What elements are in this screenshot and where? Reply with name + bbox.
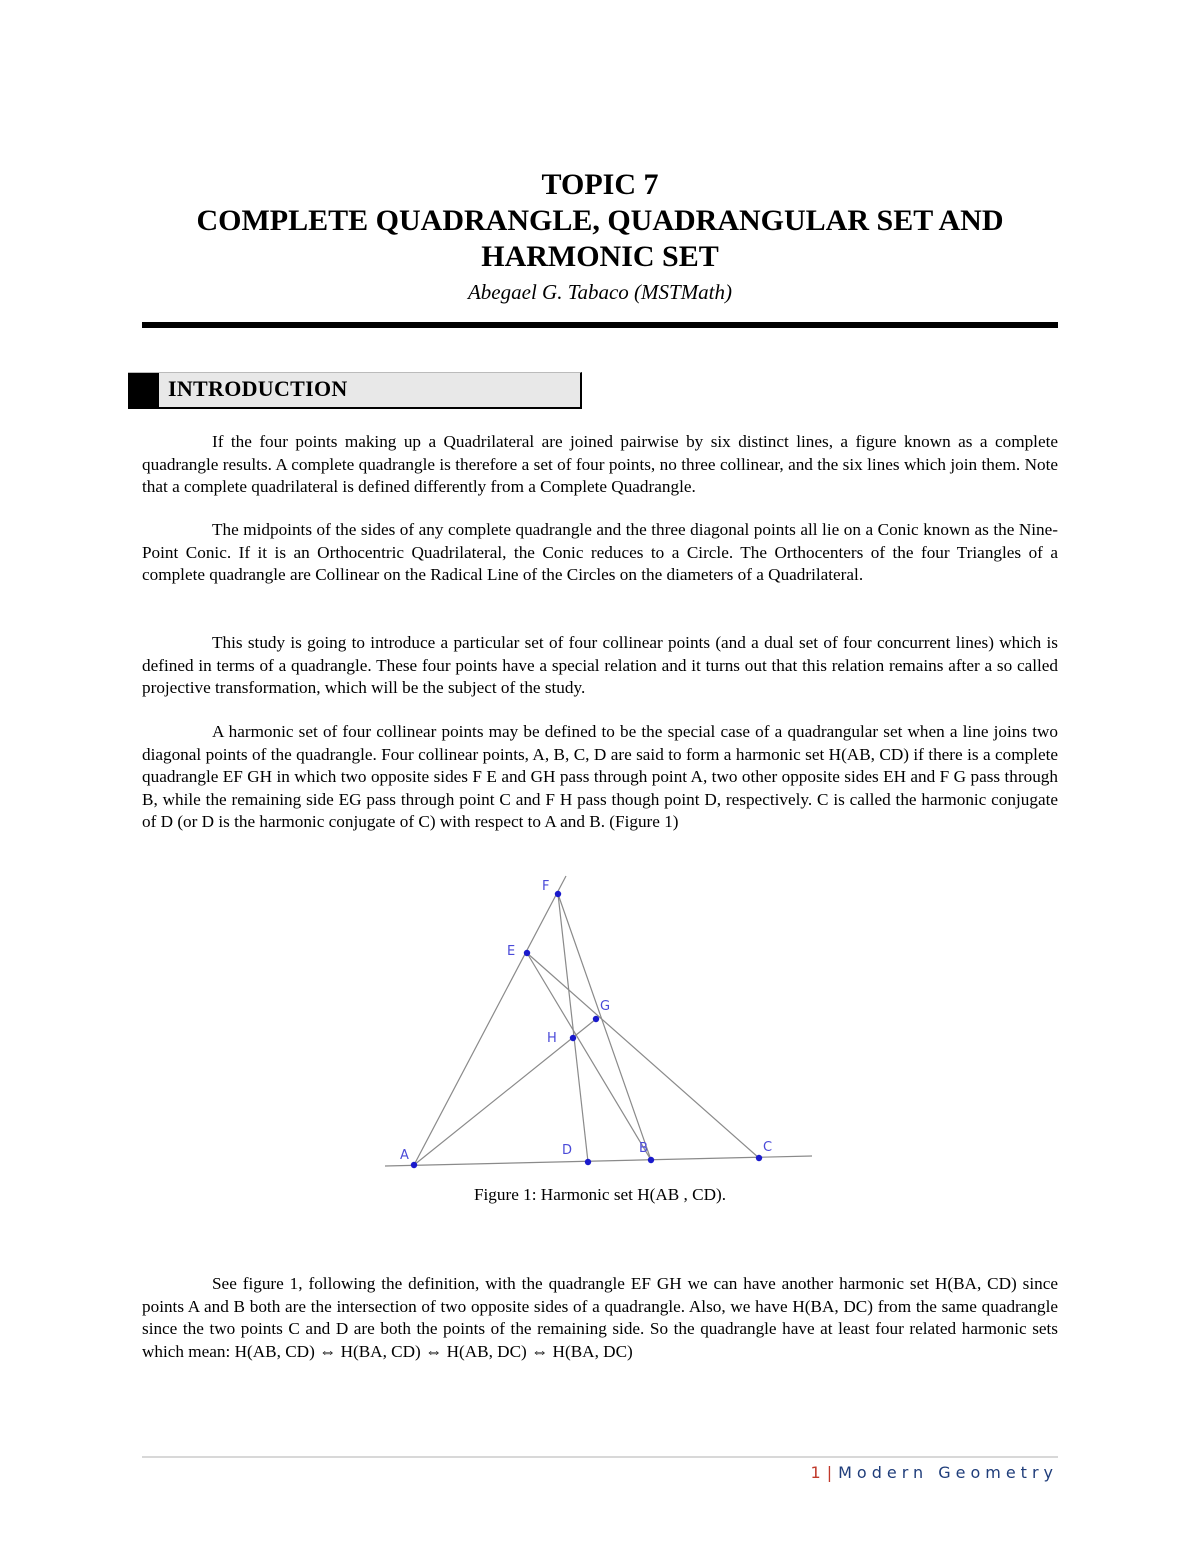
paragraph bbox=[142, 1273, 1058, 1363]
point-b bbox=[648, 1157, 654, 1163]
figure-svg bbox=[380, 868, 820, 1178]
paragraph bbox=[142, 519, 1058, 587]
title-block bbox=[140, 167, 1060, 305]
footer-divider bbox=[142, 1456, 1058, 1458]
figure-caption: Figure 1: Harmonic set H(AB , CD). bbox=[473, 1185, 727, 1204]
paragraph bbox=[142, 632, 1058, 700]
point-d bbox=[585, 1159, 591, 1165]
paragraph bbox=[142, 721, 1058, 834]
baseline-line bbox=[385, 1156, 812, 1166]
author-line: Abegael G. Tabaco (MSTMath) bbox=[467, 280, 733, 304]
title-line-1: COMPLETE QUADRANGLE, QUADRANGULAR SET AND bbox=[196, 204, 1004, 237]
section-heading-label: INTRODUCTION bbox=[168, 376, 348, 401]
paragraph-text: A harmonic set of four collinear points may be defined to be the special case of a quadrangular set when a line joins two diagonal points of the quadrangle. Four collinear points, A, B, C, D are said to form a harmonic set H(AB, CD) if there is a complete quadrangle EF GH in which two opposite sides F E and GH pass through point A, two other opposite sides EH and F G pass through B, while the remaining side EG pass through point C and F H pass though point D, respectively. C is called the harmonic conjugate of D (or D is the harmonic conjugate of C) with respect to A and B. (Figure 1) bbox=[142, 722, 1058, 832]
page-number: 1 bbox=[810, 1463, 821, 1482]
line-af bbox=[414, 876, 566, 1165]
title-divider bbox=[142, 322, 1058, 328]
section-heading-bar bbox=[128, 373, 159, 407]
point-label-h: H bbox=[547, 1031, 557, 1046]
point-label-f: F bbox=[542, 879, 550, 894]
paragraph-text: This study is going to introduce a particular set of four collinear points (and a dual set of four concurrent lines) which is defined in terms of a quadrangle. These four points have a special relation and it turns out that this relation remains after a so called projective transformation, which will be the subject of the study. bbox=[142, 633, 1058, 698]
point-g bbox=[593, 1016, 599, 1022]
line-fd bbox=[558, 894, 588, 1162]
harmonic-set-figure bbox=[380, 868, 820, 1178]
point-e bbox=[524, 950, 530, 956]
point-label-b: B bbox=[639, 1141, 648, 1156]
point-label-c: C bbox=[763, 1140, 773, 1155]
topic-heading: TOPIC 7 bbox=[541, 168, 659, 201]
paragraph bbox=[142, 431, 1058, 499]
point-h bbox=[570, 1035, 576, 1041]
point-label-g: G bbox=[600, 999, 611, 1014]
point-f bbox=[555, 891, 561, 897]
footer-title: Modern Geometry bbox=[838, 1463, 1058, 1482]
page-footer bbox=[811, 1463, 1058, 1482]
line-ec bbox=[527, 953, 759, 1158]
point-label-e: E bbox=[507, 944, 516, 959]
paragraph-text: The midpoints of the sides of any complete quadrangle and the three diagonal points all lie on a Conic known as the Nine-Point Conic. If it is an Orthocentric Quadrilateral, the Conic reduces to a Circle. The Orthocenters of the four Triangles of a complete quadrangle are Collinear on the Radical Line of the Circles on the diameters of a Quadrilateral. bbox=[142, 520, 1058, 585]
footer-separator: | bbox=[826, 1463, 833, 1482]
title-line-2: HARMONIC SET bbox=[481, 240, 719, 273]
paragraph-text: If the four points making up a Quadrilateral are joined pairwise by six distinct lines, a figure known as a complete quadrangle results. A complete quadrangle is therefore a set of four points, no three collinear, and the six lines which join them. Note that a complete quadrilateral is defined differently from a Complete Quadrangle. bbox=[142, 432, 1058, 497]
section-heading bbox=[128, 372, 582, 409]
point-a bbox=[411, 1162, 417, 1168]
point-label-a: A bbox=[400, 1148, 409, 1163]
paragraph-text: See figure 1, following the definition, with the quadrangle EF GH we can have another harmonic set H(BA, CD) since points A and B both are the intersection of two opposite sides of a quadrangle. Also, we have H(BA, DC) from the same quadrangle since the two points C and D are both the points of the remaining side. So the quadrangle have at least four related harmonic sets which mean: H(AB, CD) ⇔ H(BA, CD) ⇔ H(AB, DC) ⇔ H(BA, DC) bbox=[142, 1274, 1058, 1361]
point-label-d: D bbox=[562, 1143, 573, 1158]
point-c bbox=[756, 1155, 762, 1161]
